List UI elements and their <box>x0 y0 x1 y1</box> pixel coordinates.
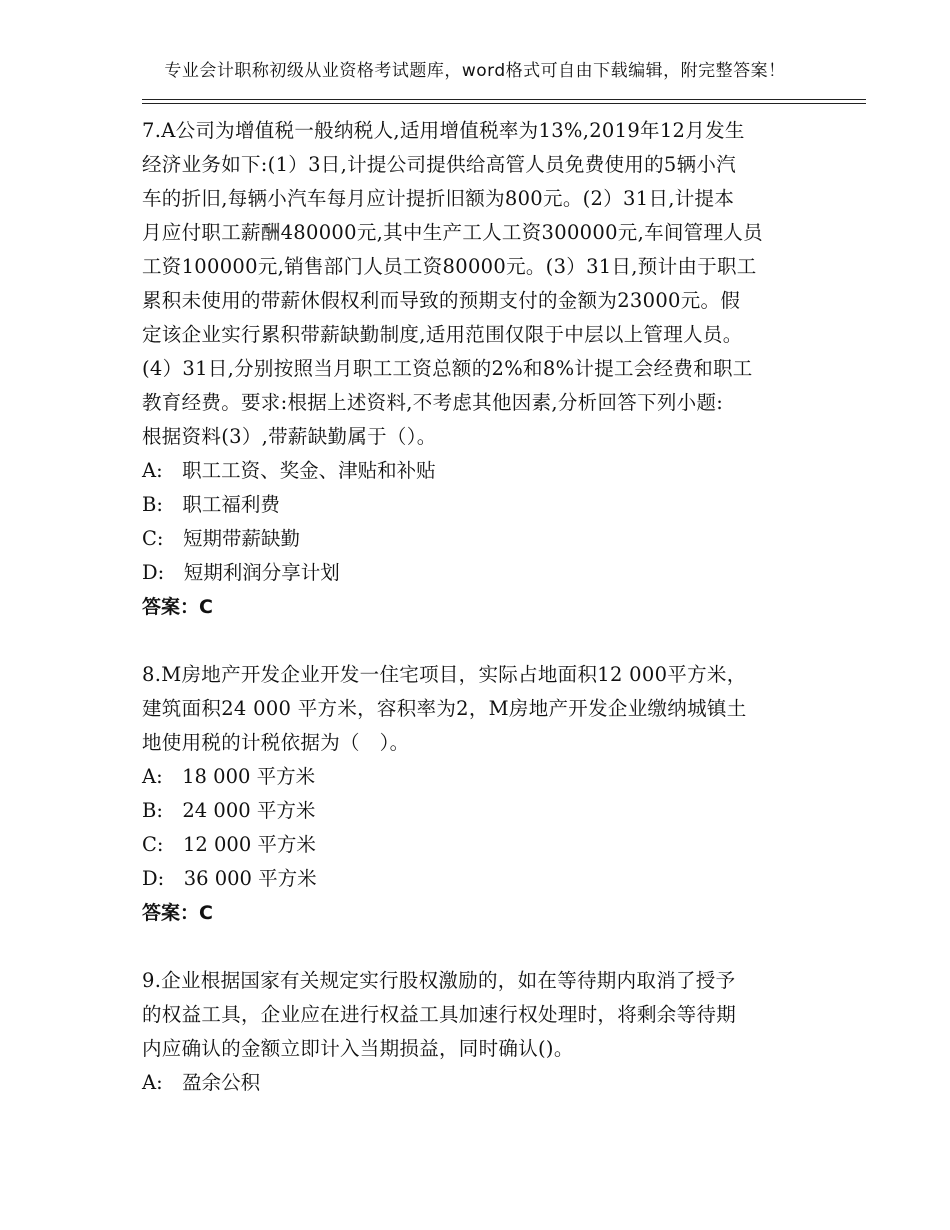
option-a: A: 职工工资、奖金、津贴和补贴 <box>142 459 436 482</box>
question-text-line: 月应付职工薪酬480000元,其中生产工人工资300000元,车间管理人员 <box>142 221 763 244</box>
question-text-line: 的权益工具，企业应在进行权益工具加速行权处理时，将剩余等待期 <box>142 1003 737 1026</box>
answer: 答案：C <box>142 596 213 618</box>
question-text-line: 工资100000元,销售部门人员工资80000元。(3）31日,预计由于职工 <box>142 255 757 278</box>
question-7 <box>142 114 822 624</box>
question-8 <box>142 658 822 930</box>
page-header: 专业会计职称初级从业资格考试题库，word格式可自由下载编辑，附完整答案！ <box>164 61 786 81</box>
question-text-line: 9.企业根据国家有关规定实行股权激励的，如在等待期内取消了授予 <box>142 969 736 992</box>
spacer <box>142 624 822 658</box>
question-text-line: 车的折旧,每辆小汽车每月应计提折旧额为800元。(2）31日,计提本 <box>142 187 735 210</box>
question-text-line: (4）31日,分别按照当月职工工资总额的2%和8%计提工会经费和职工 <box>142 357 753 380</box>
question-text-line: 地使用税的计税依据为（ ）。 <box>142 731 410 754</box>
question-list <box>142 114 822 1100</box>
question-text-line: 7.A公司为增值税一般纳税人,适用增值税率为13%,2019年12月发生 <box>142 119 745 142</box>
option-c: C: 12 000 平方米 <box>142 833 316 856</box>
option-b: B: 职工福利费 <box>142 493 280 516</box>
spacer <box>142 930 822 964</box>
question-text-line: 经济业务如下:(1）3日,计提公司提供给高管人员免费使用的5辆小汽 <box>142 153 736 176</box>
option-d: D: 36 000 平方米 <box>142 867 317 890</box>
question-text-line: 内应确认的金额立即计入当期损益，同时确认()。 <box>142 1037 574 1060</box>
option-a: A: 盈余公积 <box>142 1071 261 1094</box>
option-a: A: 18 000 平方米 <box>142 765 316 788</box>
question-text-line: 教育经费。要求:根据上述资料,不考虑其他因素,分析回答下列小题: <box>142 391 724 414</box>
question-text-line: 根据资料(3）,带薪缺勤属于（）。 <box>142 425 437 448</box>
option-c: C: 短期带薪缺勤 <box>142 527 300 550</box>
question-text-line: 累积未使用的带薪休假权利而导致的预期支付的金额为23000元。假 <box>142 289 741 312</box>
header-divider-top <box>142 99 866 100</box>
header-divider-bottom <box>142 103 866 104</box>
option-b: B: 24 000 平方米 <box>142 799 316 822</box>
question-text-line: 定该企业实行累积带薪缺勤制度,适用范围仅限于中层以上管理人员。 <box>142 323 743 346</box>
option-d: D: 短期利润分享计划 <box>142 561 340 584</box>
question-text-line: 8.M房地产开发企业开发一住宅项目，实际占地面积12 000平方米， <box>142 663 747 686</box>
question-9 <box>142 964 822 1100</box>
question-text-line: 建筑面积24 000 平方米，容积率为2，M房地产开发企业缴纳城镇土 <box>142 697 747 720</box>
answer: 答案：C <box>142 902 213 924</box>
